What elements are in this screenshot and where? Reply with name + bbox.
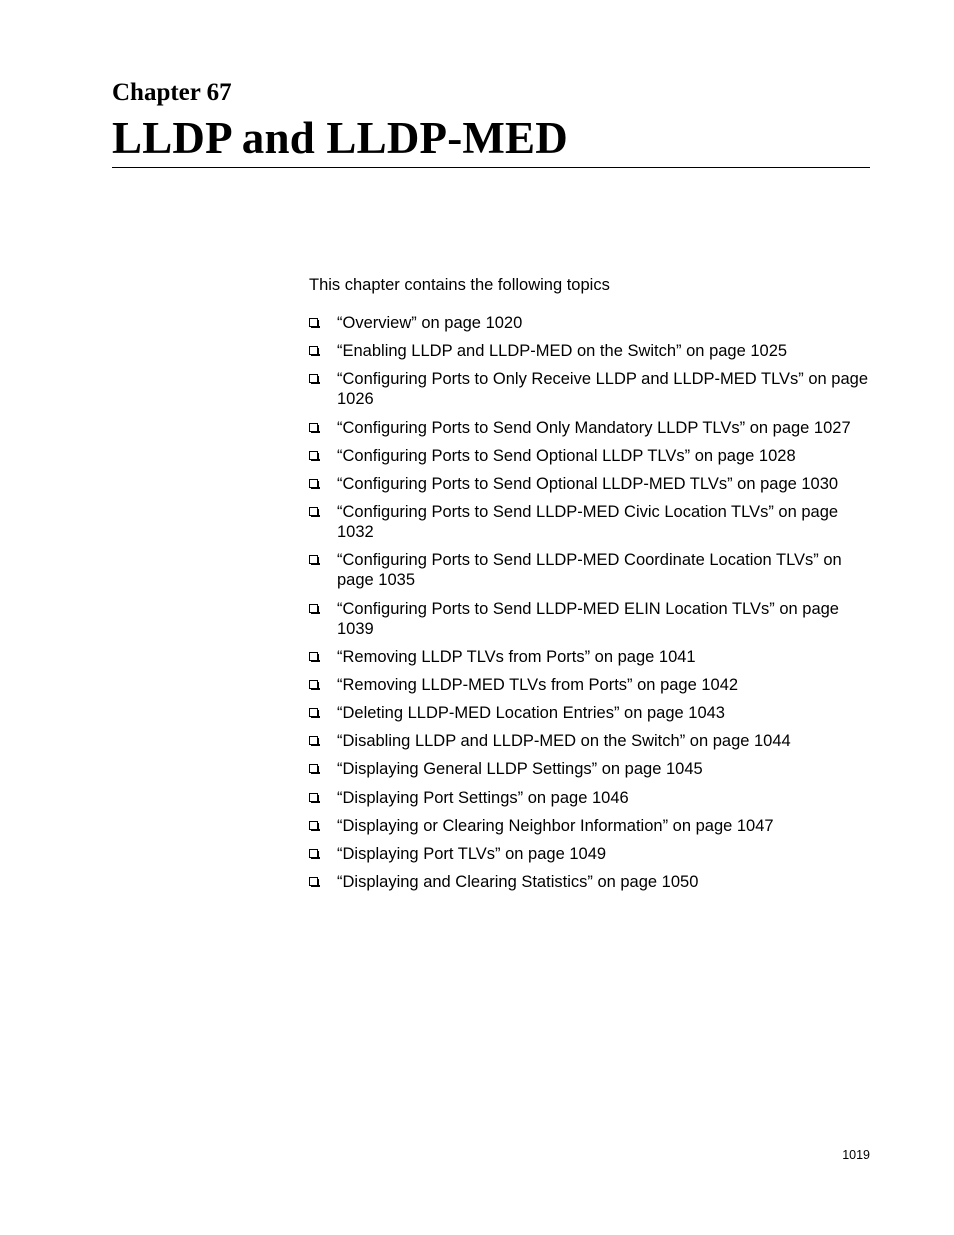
checkbox-bullet-icon xyxy=(309,451,318,460)
list-item xyxy=(309,675,879,695)
topic-link[interactable]: “Displaying and Clearing Statistics” on page 1050 xyxy=(337,873,699,892)
list-item xyxy=(309,759,879,779)
topic-list xyxy=(309,313,879,900)
list-item xyxy=(309,788,879,808)
checkbox-bullet-icon xyxy=(309,849,318,858)
topic-link[interactable]: “Overview” on page 1020 xyxy=(337,314,523,332)
topic-link[interactable]: “Configuring Ports to Only Receive LLDP and LLDP-MED TLVs” on page 1026 xyxy=(337,370,869,409)
topic-link[interactable]: “Configuring Ports to Send LLDP-MED Coordinate Location TLVs” on page 1035 xyxy=(337,551,842,590)
checkbox-bullet-icon xyxy=(309,318,318,327)
list-item xyxy=(309,872,879,892)
topic-link[interactable]: “Configuring Ports to Send Optional LLDP TLVs” on page 1028 xyxy=(337,446,796,465)
topic-link[interactable]: “Removing LLDP TLVs from Ports” on page 1041 xyxy=(337,647,696,666)
list-item xyxy=(309,418,879,438)
checkbox-bullet-icon xyxy=(309,877,318,886)
list-item xyxy=(309,599,879,639)
page-title: LLDP and LLDP-MED xyxy=(112,113,568,163)
topic-link[interactable]: “Enabling LLDP and LLDP-MED on the Switch” on page 1025 xyxy=(337,342,788,361)
list-item xyxy=(309,550,879,590)
checkbox-bullet-icon xyxy=(309,555,318,564)
list-item xyxy=(309,446,879,466)
list-item xyxy=(309,341,879,361)
checkbox-bullet-icon xyxy=(309,346,318,355)
checkbox-bullet-icon xyxy=(309,680,318,689)
checkbox-bullet-icon xyxy=(309,764,318,773)
checkbox-bullet-icon xyxy=(309,604,318,613)
topic-link[interactable]: “Displaying Port Settings” on page 1046 xyxy=(337,788,629,807)
checkbox-bullet-icon xyxy=(309,479,318,488)
topic-link[interactable]: “Configuring Ports to Send LLDP-MED Civic Location TLVs” on page 1032 xyxy=(337,503,839,542)
checkbox-bullet-icon xyxy=(309,736,318,745)
topic-link[interactable]: “Configuring Ports to Send LLDP-MED ELIN Location TLVs” on page 1039 xyxy=(337,599,839,638)
topic-link[interactable]: “Configuring Ports to Send Optional LLDP-MED TLVs” on page 1030 xyxy=(337,474,839,493)
list-item xyxy=(309,703,879,723)
topic-link[interactable]: “Disabling LLDP and LLDP-MED on the Switch” on page 1044 xyxy=(337,732,791,751)
checkbox-bullet-icon xyxy=(309,423,318,432)
checkbox-bullet-icon xyxy=(309,652,318,661)
topic-link[interactable]: “Deleting LLDP-MED Location Entries” on page 1043 xyxy=(337,704,725,723)
topic-link[interactable]: “Displaying Port TLVs” on page 1049 xyxy=(337,845,607,863)
checkbox-bullet-icon xyxy=(309,793,318,802)
topic-link[interactable]: “Displaying or Clearing Neighbor Information” on page 1047 xyxy=(337,816,774,835)
title-divider xyxy=(112,167,870,168)
chapter-label: Chapter 67 xyxy=(112,79,232,106)
topic-link[interactable]: “Removing LLDP-MED TLVs from Ports” on page 1042 xyxy=(337,675,739,694)
list-item xyxy=(309,474,879,494)
list-item xyxy=(309,369,879,409)
list-item xyxy=(309,502,879,542)
checkbox-bullet-icon xyxy=(309,708,318,717)
list-item xyxy=(309,844,879,864)
list-item xyxy=(309,731,879,751)
checkbox-bullet-icon xyxy=(309,821,318,830)
list-item xyxy=(309,816,879,836)
checkbox-bullet-icon xyxy=(309,507,318,516)
topic-link[interactable]: “Configuring Ports to Send Only Mandatory LLDP TLVs” on page 1027 xyxy=(337,418,851,437)
checkbox-bullet-icon xyxy=(309,374,318,383)
page-number: 1019 xyxy=(842,1148,870,1162)
intro-text: This chapter contains the following topics xyxy=(309,276,610,294)
list-item xyxy=(309,647,879,667)
topic-link[interactable]: “Displaying General LLDP Settings” on page 1045 xyxy=(337,760,703,779)
list-item xyxy=(309,313,879,333)
